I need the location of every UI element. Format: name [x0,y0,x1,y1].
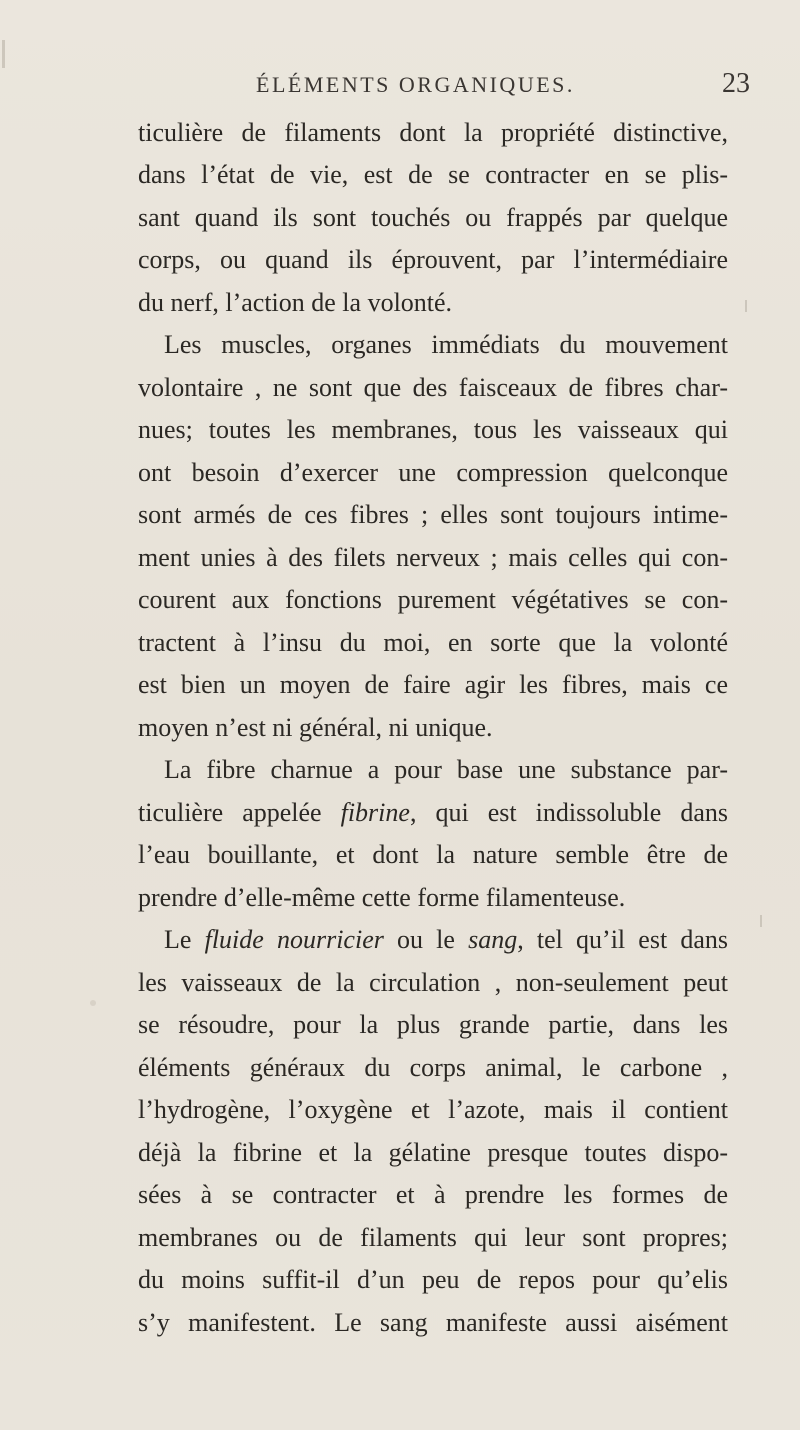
text-line: sont armés de ces fibres ; elles sont toujours intime- [138,500,728,529]
emphasized-term: sang [468,925,518,954]
text-line: se résoudre, pour la plus grande partie, dans les [138,1010,728,1039]
text-line: est bien un moyen de faire agir les fibres, mais ce [138,670,728,699]
text-line: du moins suffit-il d’un peu de repos pour qu’elis [138,1265,728,1294]
text-line: sant quand ils sont touchés ou frappés par quelque [138,203,728,232]
running-title: ÉLÉMENTS ORGANIQUES. [256,72,575,97]
text-line: membranes ou de filaments qui leur sont propres; [138,1223,728,1252]
text-fragment: , tel qu’il est dans [517,925,729,954]
scan-mark [90,1000,96,1006]
text-line: corps, ou quand ils éprouvent, par l’intermédiaire [138,245,728,274]
text-line: ont besoin d’exercer une compression quelconque [138,458,728,487]
text-line: éléments généraux du corps animal, le carbone , [138,1053,728,1082]
text-fragment: , qui est indissoluble dans [409,798,728,827]
text-line: tractent à l’insu du moi, en sorte que la volonté [138,628,728,657]
scan-mark [745,300,747,312]
text-fragment: ticulière appelée [138,798,341,827]
text-fragment: Le [164,925,205,954]
emphasized-term: fluide nourricier [204,925,384,954]
text-line: l’hydrogène, l’oxygène et l’azote, mais il contient [138,1095,728,1124]
emphasized-term: fibrine [340,798,410,827]
text-line-with-emphasis [138,792,728,834]
text-line: les vaisseaux de la circulation , non-seulement peut [138,968,728,997]
text-line: sées à se contracter et à prendre les formes de [138,1180,728,1209]
text-line: déjà la fibrine et la gélatine presque toutes dispo- [138,1138,728,1167]
text-line: du nerf, l’action de la volonté. [138,288,453,317]
scan-mark [760,915,762,927]
text-line: s’y manifestent. Le sang manifeste aussi aisément [138,1308,728,1337]
text-line: ticulière de filaments dont la propriété distinctive, [138,118,728,147]
text-line: l’eau bouillante, et dont la nature semble être de [138,840,728,869]
text-line: nues; toutes les membranes, tous les vaisseaux qui [138,415,728,444]
text-line: courent aux fonctions purement végétatives se con- [138,585,728,614]
text-line: prendre d’elle-même cette forme filamenteuse. [138,883,626,912]
text-line-with-emphasis [164,919,728,961]
page-number: 23 [722,68,750,99]
scan-mark [2,40,5,68]
text-line: dans l’état de vie, est de se contracter en se plis- [138,160,728,189]
page-header [0,68,800,112]
text-line: Les muscles, organes immédiats du mouvement [164,330,728,359]
text-line: moyen n’est ni général, ni unique. [138,713,493,742]
text-line: ment unies à des filets nerveux ; mais celles qui con- [138,543,728,572]
text-line: volontaire , ne sont que des faisceaux de fibres char- [138,373,728,402]
text-fragment: ou le [383,925,469,954]
text-line: La fibre charnue a pour base une substance par- [164,755,728,784]
